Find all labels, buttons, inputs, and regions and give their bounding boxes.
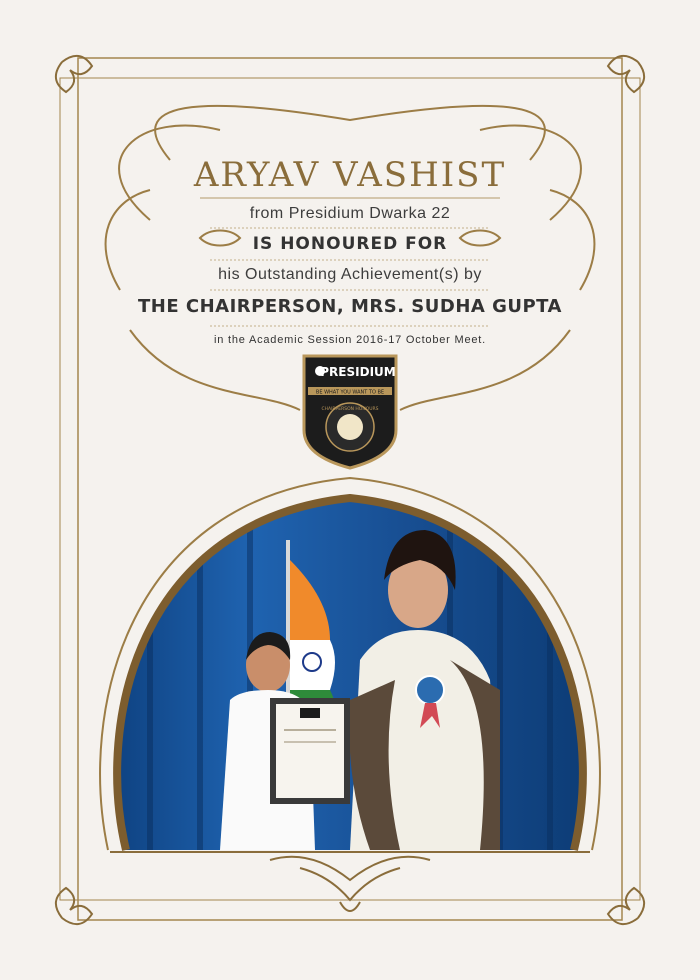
chairperson-line: THE CHAIRPERSON, MRS. SUDHA GUPTA	[138, 296, 562, 317]
achievement-line: his Outstanding Achievement(s) by	[218, 266, 482, 283]
recipient-name: ARYAV VASHIST	[193, 155, 507, 195]
crest-tagline: BE WHAT YOU WANT TO BE	[315, 389, 385, 396]
crest-ring-text: CHAIRPERSON HONOURS	[321, 407, 379, 412]
session-line: in the Academic Session 2016-17 October Meet.	[213, 334, 487, 346]
crest-brand: PRESIDIUM	[320, 365, 396, 379]
honoured-heading: IS HONOURED FOR	[252, 234, 448, 254]
school-line: from Presidium Dwarka 22	[249, 205, 451, 222]
